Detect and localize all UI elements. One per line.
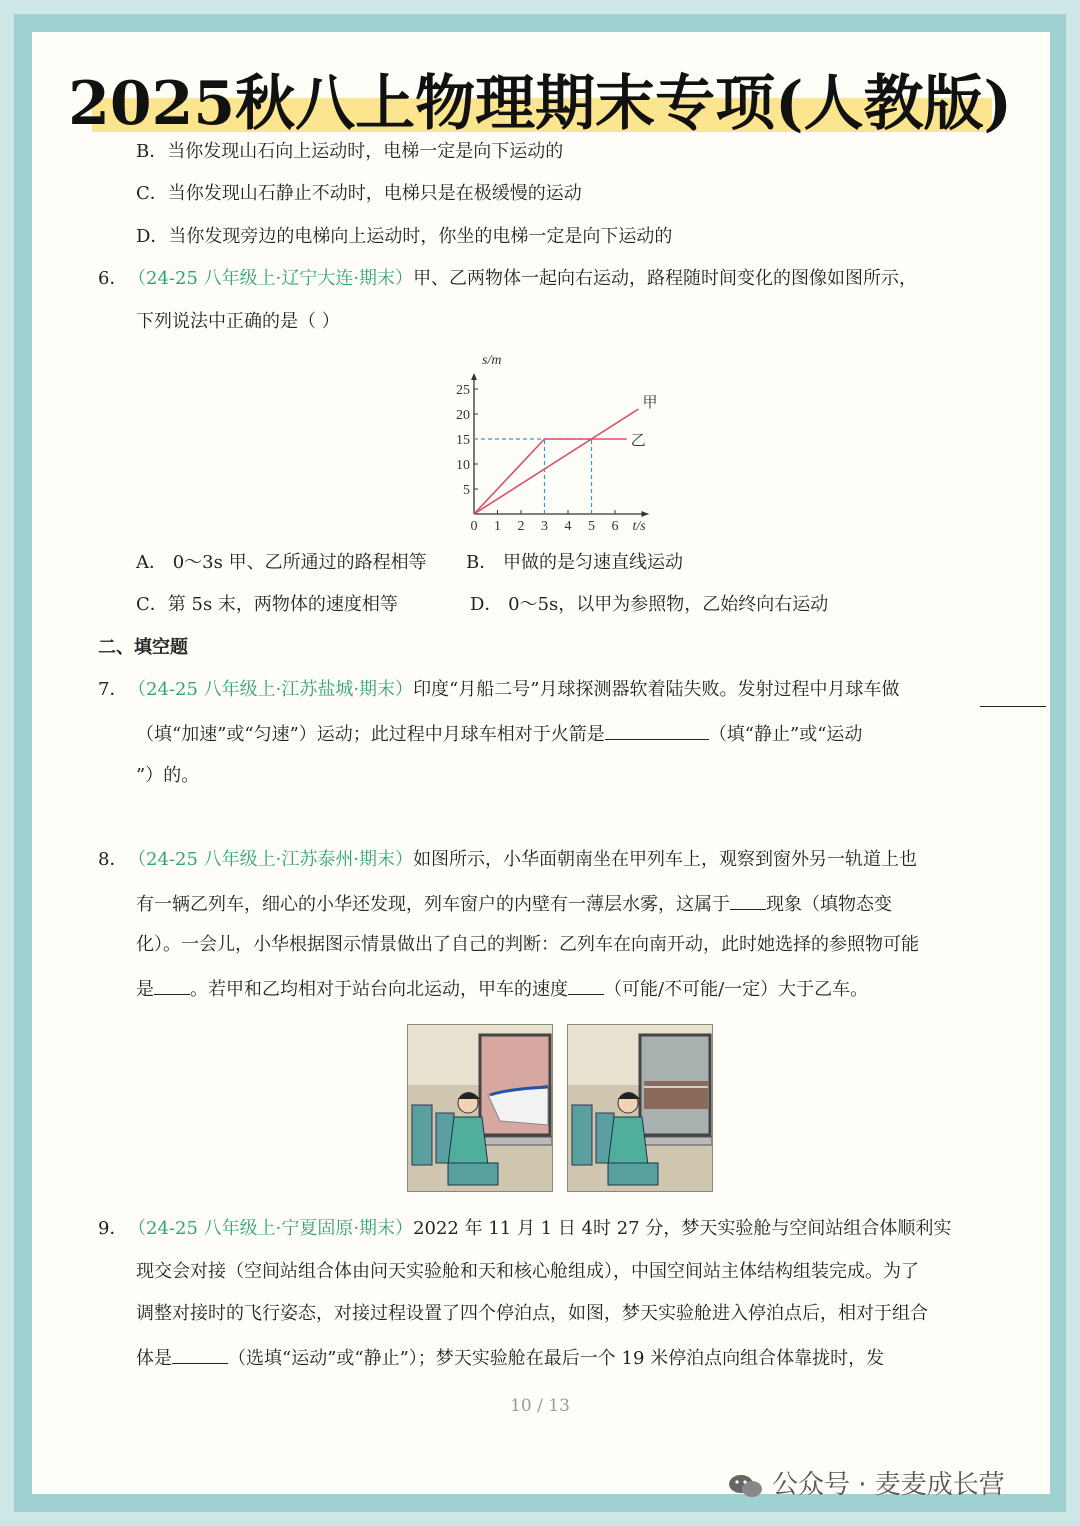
q8-line-3: 化）。一会儿，小华根据图示情景做出了自己的判断：乙列车在向南开动，此时她选择的参照物可能 — [136, 934, 919, 955]
q8-blank-2 — [154, 976, 190, 995]
q9-line-4 — [136, 1345, 884, 1371]
q8-text-4c: （可能/不可能/一定）大于乙车。 — [604, 979, 869, 1000]
q8-text-2b: 现象（填物态变 — [766, 894, 892, 915]
q8-text-1: 如图所示，小华面朝南坐在甲列车上，观察到窗外另一轨道上也 — [413, 849, 918, 870]
watermark-text: 公众号 · 麦麦成长营 — [772, 1470, 1005, 1500]
q6-option-b: B． 甲做的是匀速直线运动 — [466, 552, 683, 573]
train-illustration-2 — [567, 1024, 713, 1192]
x-tick-label: 2 — [517, 519, 525, 534]
q7-line-1 — [128, 678, 899, 702]
q6-line-2: 下列说法中正确的是（ ） — [136, 311, 340, 332]
q7-line-3: ”）的。 — [136, 765, 200, 786]
q6-source: （24-25 八年级上·辽宁大连·期末） — [128, 268, 414, 289]
q7-text-1: 印度“月船二号”月球探测器软着陆失败。发射过程中月球车做 — [413, 679, 900, 700]
q9-source: （24-25 八年级上·宁夏固原·期末） — [128, 1218, 414, 1239]
wechat-icon — [728, 1473, 764, 1499]
q8-text-2a: 有一辆乙列车，细心的小华还发现，列车窗户的内壁有一薄层水雾，这属于 — [136, 894, 730, 915]
q6-option-a: A． 0～3s 甲、乙所通过的路程相等 — [136, 552, 427, 573]
q5-option-d: D．当你发现旁边的电梯向上运动时，你坐的电梯一定是向下运动的 — [136, 226, 673, 247]
x-tick-label: 1 — [494, 519, 501, 534]
x-tick-label: 4 — [564, 519, 572, 534]
q6-number: 6． — [98, 268, 128, 289]
q9-number: 9． — [98, 1218, 128, 1239]
q8-blank-3 — [568, 976, 604, 995]
q9-text-4a: 体是 — [136, 1348, 172, 1369]
x-axis-label: t/s — [632, 519, 646, 534]
watermark — [728, 1464, 1005, 1501]
q9-line-2: 现交会对接（空间站组合体由问天实验舱和天和核心舱组成），中国空间站主体结构组装完成。为了 — [136, 1261, 919, 1282]
q9-text-1: 2022 年 11 月 1 日 4时 27 分，梦天实验舱与空间站组合体顺利实 — [413, 1218, 952, 1239]
q9-line-1 — [128, 1217, 951, 1241]
q8-line-4 — [136, 976, 868, 1002]
q7-line-2 — [136, 721, 862, 747]
y-axis-label: s/m — [482, 353, 502, 368]
q6-text-1: 甲、乙两物体一起向右运动，路程随时间变化的图像如图所示， — [413, 268, 918, 289]
q9-text-4b: （选填“运动”或“静止”）；梦天实验舱在最后一个 19 米停泊点向组合体靠拢时，发 — [228, 1348, 885, 1369]
series-line-1 — [474, 409, 639, 514]
y-axis-arrow — [471, 373, 477, 380]
q9-line-3: 调整对接时的飞行姿态，对接过程设置了四个停泊点，如图，梦天实验舱进入停泊点后，相对于组合 — [136, 1303, 928, 1324]
section-title: 二、填空题 — [98, 637, 188, 658]
q8-source: （24-25 八年级上·江苏泰州·期末） — [128, 849, 414, 870]
q7-blank-2 — [605, 721, 709, 740]
q5-option-c: C．当你发现山石静止不动时，电梯只是在极缓慢的运动 — [136, 183, 582, 204]
q7-text-2a: （填“加速”或“匀速”）运动；此过程中月球车相对于火箭是 — [136, 724, 605, 745]
y-tick-label: 15 — [456, 433, 470, 448]
q7-text-2b: （填“静止”或“运动 — [708, 724, 863, 745]
q7-blank-1 — [980, 706, 1046, 707]
series-label-2: 乙 — [630, 431, 646, 449]
q8-line-1 — [128, 848, 917, 872]
q8-text-4a: 是 — [136, 979, 154, 1000]
q8-number: 8． — [98, 849, 128, 870]
distance-time-chart — [440, 346, 680, 540]
series-label-1: 甲 — [642, 393, 658, 411]
y-tick-label: 25 — [456, 383, 470, 398]
x-tick-label: 0 — [470, 519, 478, 534]
x-tick-label: 6 — [611, 519, 619, 534]
page-number: 10 / 13 — [510, 1396, 570, 1416]
y-tick-label: 20 — [456, 408, 470, 423]
q9-blank-1 — [172, 1345, 228, 1364]
q8-text-4b: 。若甲和乙均相对于站台向北运动，甲车的速度 — [190, 979, 568, 1000]
page-title: 2025秋八上物理期末专项(人教版) — [68, 69, 1012, 139]
q8-blank-1 — [730, 891, 766, 910]
q5-option-b: B．当你发现山石向上运动时，电梯一定是向下运动的 — [136, 141, 564, 162]
train-illustration-1 — [407, 1024, 553, 1192]
q6-line-1 — [128, 267, 917, 291]
q7-source: （24-25 八年级上·江苏盐城·期末） — [128, 679, 414, 700]
q6-option-c: C．第 5s 末，两物体的速度相等 — [136, 594, 398, 615]
y-tick-label: 5 — [463, 483, 470, 498]
y-tick-label: 10 — [456, 458, 470, 473]
x-tick-label: 5 — [588, 519, 595, 534]
q7-number: 7． — [98, 679, 128, 700]
q8-line-2 — [136, 891, 892, 917]
q6-option-d: D． 0～5s，以甲为参照物，乙始终向右运动 — [470, 594, 829, 615]
x-axis-arrow — [642, 511, 649, 517]
x-tick-label: 3 — [541, 519, 548, 534]
series-line-2 — [474, 439, 627, 514]
